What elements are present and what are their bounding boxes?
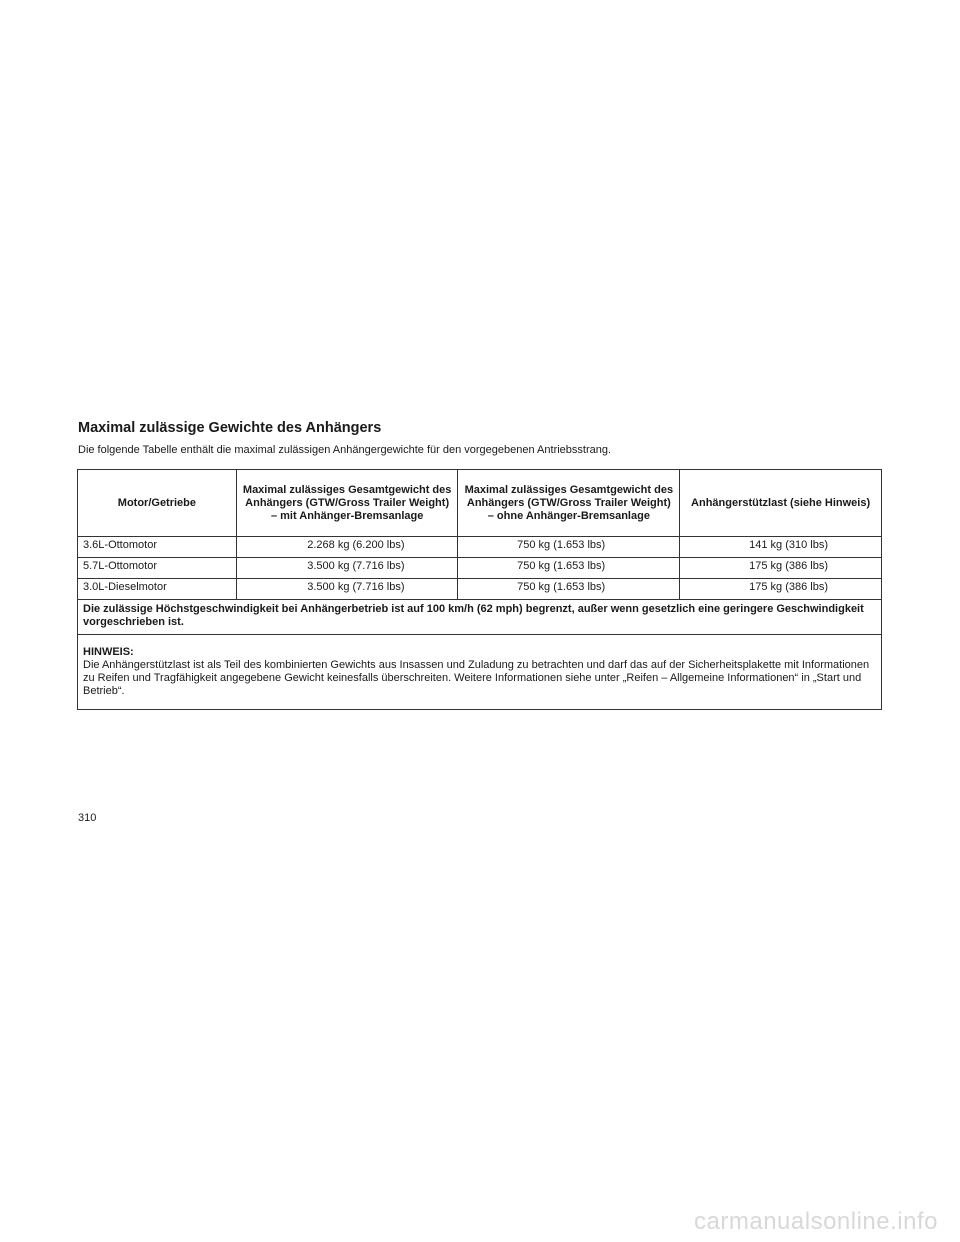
speed-limit-note: Die zulässige Höchstgeschwindigkeit bei Anhängerbetrieb ist auf 100 km/h (62 mph) begrenzt, außer wenn gesetzlich eine geringere Geschwindigkeit vorgeschrieben ist. [78,600,882,635]
hinweis-text: Die Anhängerstützlast ist als Teil des kombinierten Gewichts aus Insassen und Zuladung zu betrachten und darf das auf der Sicherheitsplakette mit Informationen zu Reifen und Tragfähigkeit angegebene Gewicht keinesfalls überschreiten. Weitere Informationen siehe unter „Reifen – Allgemeine Informationen“ in „Start und Betrieb“. [83,659,870,697]
table-row [78,579,882,600]
table-header-row [78,470,882,537]
cell-engine: 3.6L-Ottomotor [78,537,237,558]
cell-engine: 3.0L-Dieselmotor [78,579,237,600]
cell-gtw-without-brake: 750 kg (1.653 lbs) [458,558,680,579]
section-title: Maximal zulässige Gewichte des Anhängers [78,420,382,436]
cell-tongue-weight: 175 kg (386 lbs) [680,558,882,579]
table-row [78,537,882,558]
header-engine: Motor/Getriebe [78,470,237,537]
page-number: 310 [78,812,97,824]
cell-gtw-without-brake: 750 kg (1.653 lbs) [458,537,680,558]
table-row [78,558,882,579]
cell-gtw-with-brake: 2.268 kg (6.200 lbs) [236,537,458,558]
cell-tongue-weight: 175 kg (386 lbs) [680,579,882,600]
cell-gtw-with-brake: 3.500 kg (7.716 lbs) [236,558,458,579]
header-tongue-weight: Anhängerstützlast (siehe Hinweis) [680,470,882,537]
header-gtw-with-brake: Maximal zulässiges Gesamtgewicht des Anhängers (GTW/Gross Trailer Weight) – mit Anhänger-Bremsanlage [236,470,458,537]
hinweis-cell [78,635,882,710]
speed-limit-row [78,600,882,635]
hinweis-row [78,635,882,710]
cell-gtw-with-brake: 3.500 kg (7.716 lbs) [236,579,458,600]
intro-text: Die folgende Tabelle enthält die maximal zulässigen Anhängergewichte für den vorgegebenen Antriebsstrang. [78,444,612,456]
cell-tongue-weight: 141 kg (310 lbs) [680,537,882,558]
trailer-weight-table [77,469,882,710]
cell-engine: 5.7L-Ottomotor [78,558,237,579]
hinweis-title: HINWEIS: [83,646,134,658]
header-gtw-without-brake: Maximal zulässiges Gesamtgewicht des Anhängers (GTW/Gross Trailer Weight) – ohne Anhänger-Bremsanlage [458,470,680,537]
cell-gtw-without-brake: 750 kg (1.653 lbs) [458,579,680,600]
watermark: carmanualsonline.info [694,1208,938,1235]
